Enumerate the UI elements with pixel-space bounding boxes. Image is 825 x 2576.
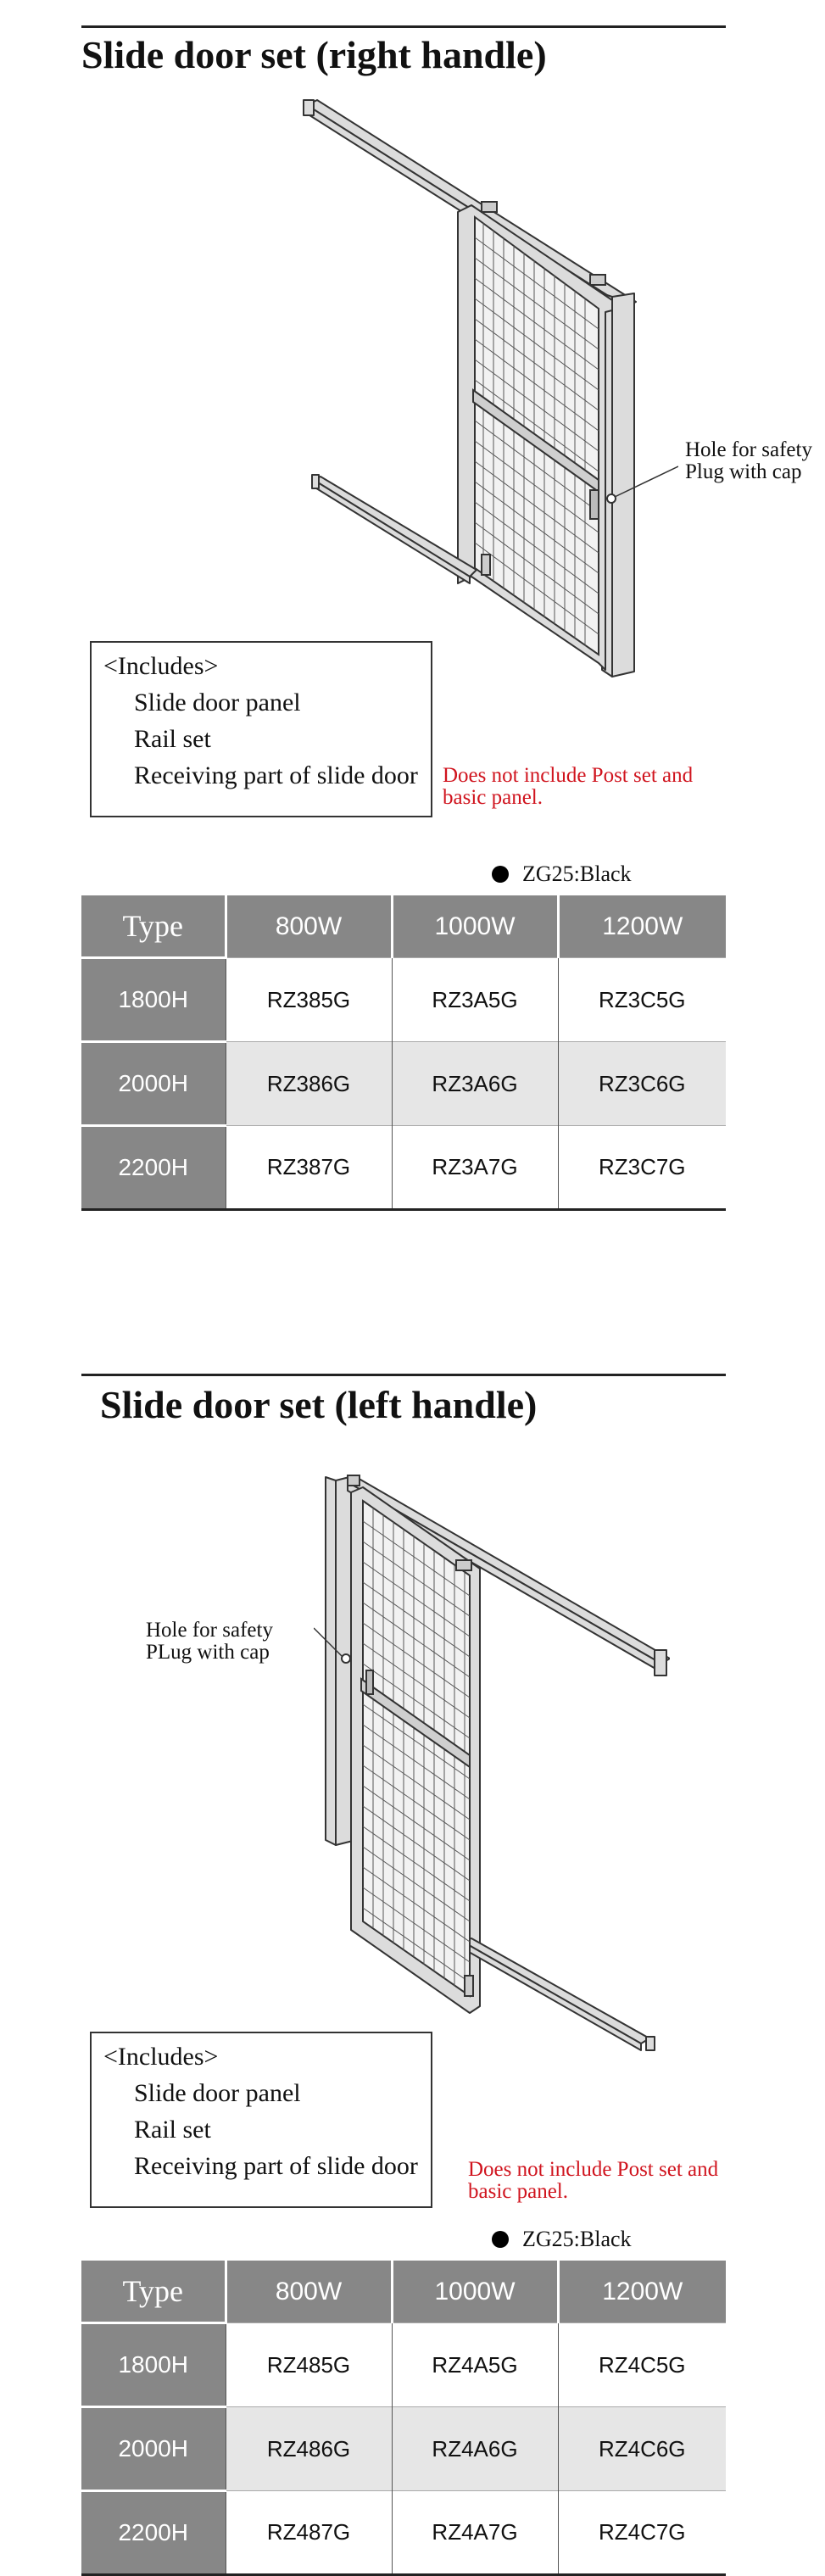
safety-hole-callout xyxy=(146,1620,273,1664)
table-row xyxy=(81,2407,726,2491)
note-line-2: basic panel. xyxy=(468,2180,569,2203)
table-cell: RZ3A7G xyxy=(392,1126,558,1210)
black-dot-icon xyxy=(492,866,509,883)
exclusion-note xyxy=(443,765,693,809)
note-line-1: Does not include Post set and xyxy=(468,2158,719,2181)
table-corner-type: Type xyxy=(81,895,226,958)
includes-item: Slide door panel xyxy=(134,2079,301,2107)
table-cell: RZ4C7G xyxy=(558,2491,726,2575)
table-row xyxy=(81,2491,726,2575)
table-cell: RZ3C7G xyxy=(558,1126,726,1210)
legend-label: ZG25:Black xyxy=(522,861,632,886)
section-top-rule xyxy=(81,25,726,28)
section-top-rule xyxy=(81,1374,726,1376)
includes-item: Rail set xyxy=(134,725,211,753)
row-header: 2000H xyxy=(81,2407,226,2491)
table-cell: RZ4C5G xyxy=(558,2323,726,2407)
includes-box xyxy=(90,2032,432,2208)
callout-line-1: Hole for safety xyxy=(146,1619,273,1642)
spec-table xyxy=(81,895,726,1211)
row-header: 2200H xyxy=(81,2491,226,2575)
section-title: Slide door set (right handle) xyxy=(81,33,547,76)
callout-line-1: Hole for safety xyxy=(685,438,812,461)
table-cell: RZ486G xyxy=(226,2407,392,2491)
color-legend xyxy=(492,861,632,887)
includes-heading: <Includes> xyxy=(103,2043,219,2071)
column-header: 1000W xyxy=(392,895,558,958)
table-cell: RZ386G xyxy=(226,1042,392,1126)
note-line-2: basic panel. xyxy=(443,786,543,809)
table-cell: RZ3C6G xyxy=(558,1042,726,1126)
note-line-1: Does not include Post set and xyxy=(443,764,694,787)
row-header: 2000H xyxy=(81,1042,226,1126)
table-row xyxy=(81,1126,726,1210)
table-row xyxy=(81,2323,726,2407)
spec-table xyxy=(81,2261,726,2576)
table-row xyxy=(81,1042,726,1126)
slide-door-right-illustration xyxy=(288,93,678,678)
black-dot-icon xyxy=(492,2231,509,2248)
column-header: 800W xyxy=(226,895,392,958)
safety-hole-callout xyxy=(685,439,812,483)
includes-heading: <Includes> xyxy=(103,652,219,680)
table-corner-type: Type xyxy=(81,2261,226,2323)
column-header: 1000W xyxy=(392,2261,558,2323)
includes-item: Rail set xyxy=(134,2116,211,2144)
column-header: 800W xyxy=(226,2261,392,2323)
table-cell: RZ487G xyxy=(226,2491,392,2575)
section-title: Slide door set (left handle) xyxy=(100,1383,538,1426)
column-header: 1200W xyxy=(558,895,726,958)
section-left-handle xyxy=(0,1348,825,2567)
table-cell: RZ3A5G xyxy=(392,958,558,1042)
includes-item: Receiving part of slide door xyxy=(134,761,418,789)
legend-label: ZG25:Black xyxy=(522,2227,632,2251)
color-legend xyxy=(492,2227,632,2252)
row-header: 1800H xyxy=(81,2323,226,2407)
table-cell: RZ4C6G xyxy=(558,2407,726,2491)
slide-door-left-illustration xyxy=(314,1467,670,2052)
row-header: 2200H xyxy=(81,1126,226,1210)
table-cell: RZ3A6G xyxy=(392,1042,558,1126)
includes-item: Receiving part of slide door xyxy=(134,2152,418,2180)
callout-line-2: PLug with cap xyxy=(146,1641,270,1664)
table-row xyxy=(81,958,726,1042)
row-header: 1800H xyxy=(81,958,226,1042)
includes-item: Slide door panel xyxy=(134,689,301,716)
table-cell: RZ387G xyxy=(226,1126,392,1210)
table-cell: RZ3C5G xyxy=(558,958,726,1042)
table-cell: RZ385G xyxy=(226,958,392,1042)
table-cell: RZ4A7G xyxy=(392,2491,558,2575)
section-right-handle xyxy=(0,0,825,1213)
exclusion-note xyxy=(468,2159,718,2203)
table-cell: RZ4A5G xyxy=(392,2323,558,2407)
includes-box xyxy=(90,641,432,817)
callout-line-2: Plug with cap xyxy=(685,460,802,483)
table-cell: RZ485G xyxy=(226,2323,392,2407)
table-cell: RZ4A6G xyxy=(392,2407,558,2491)
column-header: 1200W xyxy=(558,2261,726,2323)
